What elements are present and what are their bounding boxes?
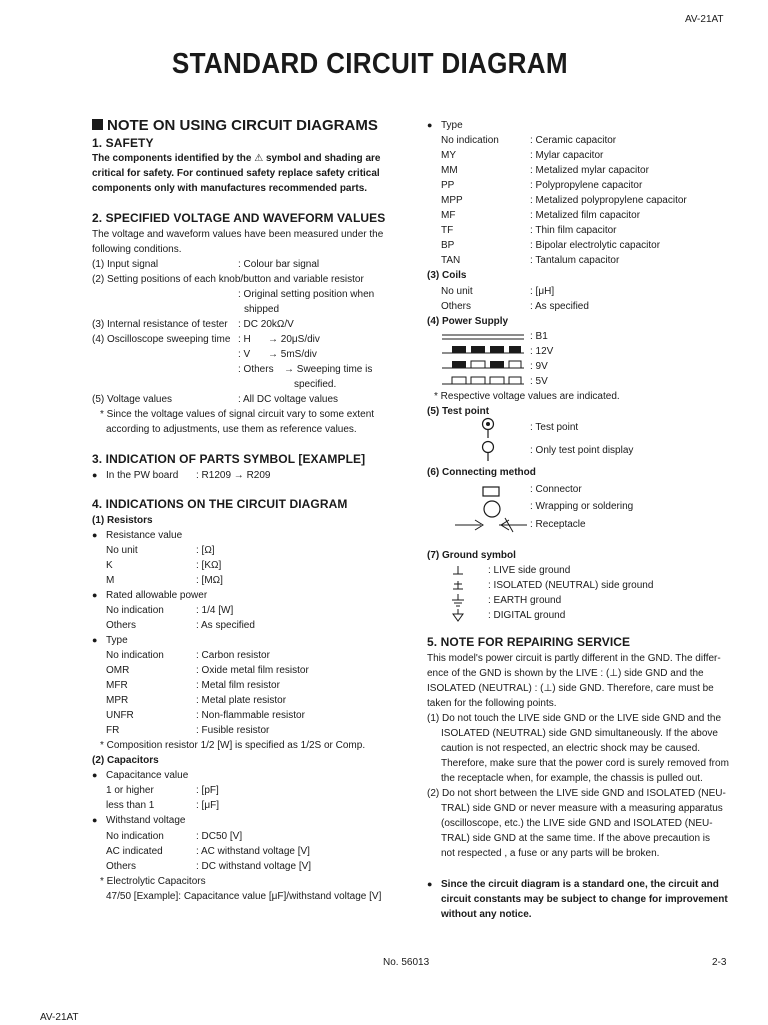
cap-type-value: : Mylar capacitor	[530, 150, 604, 161]
cap-type-key: BP	[441, 240, 455, 251]
coil-nounit-value: : [μH]	[530, 286, 555, 297]
c-lt: less than 1	[106, 800, 155, 811]
t-unfr-value: : Non-flammable resistor	[196, 710, 305, 721]
coils-heading: (3) Coils	[427, 270, 467, 281]
repair-1d: Therefore, make sure that the power cord is surely removed from	[441, 758, 729, 769]
w-others-value: : DC withstand voltage [V]	[196, 861, 312, 872]
condition-2: (2) Setting positions of each knob/button and variable resistor	[92, 274, 364, 285]
t-omr-value: : Oxide metal film resistor	[196, 665, 309, 676]
footer-model: AV-21AT	[40, 1012, 79, 1023]
repair-1e: the receptacle when, for example, the chassis is pulled out.	[441, 773, 703, 784]
final-note-1: ● Since the circuit diagram is a standard one, the circuit and	[441, 877, 719, 892]
square-bullet-icon	[92, 119, 103, 130]
rated-noind-value: : 1/4 [W]	[196, 605, 234, 616]
condition-5-value: : All DC voltage values	[238, 394, 339, 405]
receptacle-label: : Receptacle	[530, 519, 586, 530]
9v-line-icon	[442, 361, 524, 368]
cap-type-value: : Ceramic capacitor	[530, 135, 617, 146]
condition-4-others-value-2: specified.	[294, 379, 337, 390]
condition-4-v: : V	[238, 349, 251, 360]
cap-type-key: TF	[441, 225, 454, 236]
rated-noind: No indication	[106, 605, 164, 616]
cap-type-key: No indication	[441, 135, 499, 146]
c-lt-value: : [μF]	[196, 800, 219, 811]
t-noind-value: : Carbon resistor	[196, 650, 270, 661]
condition-2-value: : Original setting position when	[238, 289, 375, 300]
repair-intro-4: taken for the following points.	[427, 698, 557, 709]
rated-others: Others	[106, 620, 137, 631]
r-nounit-value: : [Ω]	[196, 545, 215, 556]
cap-type-key: TAN	[441, 255, 461, 266]
electrolytic-note: * Electrolytic Capacitors	[100, 876, 206, 887]
condition-4-h: : H	[238, 334, 251, 345]
test-point-icon	[480, 417, 496, 439]
connecting-heading: (6) Connecting method	[427, 467, 536, 478]
voltage-note-2: according to adjustments, use them as reference values.	[106, 424, 357, 435]
cap-type-key: MY	[441, 150, 456, 161]
repair-intro-3: ISOLATED (NEUTRAL) : (⊥) side GND. Therefore, care must be	[427, 683, 714, 694]
repair-2d: TRAL) side GND at the same time. If the above precaution is	[441, 833, 711, 844]
c-1-value: : [pF]	[196, 785, 219, 796]
condition-3-value: : DC 20kΩ/V	[238, 319, 294, 330]
voltage-intro-2: following conditions.	[92, 244, 182, 255]
t-mpr: MPR	[106, 695, 129, 706]
coil-others-value: : As specified	[530, 301, 589, 312]
condition-4-others: : Others	[238, 364, 274, 375]
parts-symbol-heading: 3. INDICATION OF PARTS SYMBOL [EXAMPLE]	[92, 452, 366, 466]
cap-type: ● Type	[441, 118, 463, 133]
cap-type-key: MPP	[441, 195, 463, 206]
safety-text-3: components only with manufactures recommended parts.	[92, 183, 368, 194]
coil-nounit: No unit	[441, 286, 473, 297]
test-point-display-label: : Only test point display	[530, 445, 634, 456]
t-omr: OMR	[106, 665, 130, 676]
safety-text-2: critical for safety. For continued safety replace safety critical	[92, 168, 380, 179]
capacitors-heading: (2) Capacitors	[92, 755, 159, 766]
electrolytic-example: 47/50 [Example]: Capacitance value [μF]/withstand voltage [V]	[106, 891, 382, 902]
r-m-value: : [MΩ]	[196, 575, 223, 586]
c-1: 1 or higher	[106, 785, 154, 796]
condition-2-value-2: shipped	[244, 304, 280, 315]
parts-symbol-value: : R1209 → R209	[196, 470, 271, 481]
cap-type-value: : Metalized film capacitor	[530, 210, 641, 221]
cap-type-value: : Bipolar electrolytic capacitor	[530, 240, 661, 251]
condition-4: (4) Oscilloscope sweeping time	[92, 334, 231, 345]
cap-type-key: MM	[441, 165, 458, 176]
repair-intro-2: ence of the GND is shown by the LIVE : (⊥) side GND and the	[427, 668, 704, 679]
r-m: M	[106, 575, 115, 586]
withstand-voltage: ● Withstand voltage	[106, 813, 186, 828]
receptacle-icon	[455, 517, 527, 533]
rated-power: ● Rated allowable power	[106, 588, 207, 603]
r-nounit: No unit	[106, 545, 138, 556]
12v-line-icon	[442, 346, 524, 353]
condition-1-value: : Colour bar signal	[238, 259, 320, 270]
cap-type-value: : Polypropylene capacitor	[530, 180, 643, 191]
rated-others-value: : As specified	[196, 620, 255, 631]
connector-icon	[482, 486, 500, 497]
live-ground-icon	[451, 565, 465, 577]
cap-type-value: : Tantalum capacitor	[530, 255, 620, 266]
warning-triangle-icon: ⚠	[254, 153, 264, 164]
composition-note: * Composition resistor 1/2 [W] is specified as 1/2S or Comp.	[100, 740, 366, 751]
voltage-intro-1: The voltage and waveform values have been measured under the	[92, 229, 384, 240]
test-point-display-icon	[480, 440, 496, 462]
cap-type-key: PP	[441, 180, 455, 191]
capacitance-value: ● Capacitance value	[106, 768, 188, 783]
repair-heading: 5. NOTE FOR REPAIRING SERVICE	[427, 635, 631, 649]
w-ac: AC indicated	[106, 846, 163, 857]
condition-1: (1) Input signal	[92, 259, 159, 270]
t-mfr: MFR	[106, 680, 128, 691]
repair-1a: (1) Do not touch the LIVE side GND or the LIVE side GND and the	[427, 713, 722, 724]
repair-1c: caution is not respected, an electric shock may be caused.	[441, 743, 701, 754]
parts-symbol-label: ● In the PW board	[106, 468, 178, 483]
condition-5: (5) Voltage values	[92, 394, 173, 405]
test-point-heading: (5) Test point	[427, 406, 490, 417]
w-ac-value: : AC withstand voltage [V]	[196, 846, 310, 857]
earth-ground-label: : EARTH ground	[488, 595, 562, 606]
coil-others: Others	[441, 301, 472, 312]
condition-4-others-value: → Sweeping time is	[284, 364, 373, 375]
cap-type-key: MF	[441, 210, 456, 221]
r-k: K	[106, 560, 113, 571]
t-fr-value: : Fusible resistor	[196, 725, 270, 736]
voltage-note-1: * Since the voltage values of signal circuit vary to some extent	[100, 409, 375, 420]
indications-heading: 4. INDICATIONS ON THE CIRCUIT DIAGRAM	[92, 497, 348, 511]
power-note: * Respective voltage values are indicated.	[434, 391, 620, 402]
5v-line-icon	[442, 377, 524, 384]
power-line-symbols	[440, 332, 526, 390]
final-note-3: without any notice.	[441, 909, 532, 920]
repair-2e: not respected , a fuse or any parts will be broken.	[441, 848, 660, 859]
t-mpr-value: : Metal plate resistor	[196, 695, 287, 706]
wrapping-label: : Wrapping or soldering	[530, 501, 634, 512]
header-model: AV-21AT	[685, 14, 724, 25]
cap-type-value: : Metalized mylar capacitor	[530, 165, 649, 176]
repair-2c: (oscilloscope, etc.) the LIVE side GND and ISOLATED (NEU-	[441, 818, 713, 829]
safety-text-1: The components identified by the ⚠ symbol and shading are	[92, 153, 381, 164]
digital-ground-icon	[451, 609, 465, 623]
live-ground-label: : LIVE side ground	[488, 565, 571, 576]
t-mfr-value: : Metal film resistor	[196, 680, 280, 691]
voltage-heading: 2. SPECIFIED VOLTAGE AND WAVEFORM VALUES	[92, 211, 386, 225]
power-5v: : 5V	[530, 376, 548, 387]
earth-ground-icon	[451, 594, 465, 608]
resistance-value: ● Resistance value	[106, 528, 182, 543]
wrapping-icon	[482, 499, 502, 519]
note-heading: NOTE ON USING CIRCUIT DIAGRAMS	[92, 117, 378, 134]
b1-line-icon	[442, 335, 524, 339]
resistors-heading: (1) Resistors	[92, 515, 153, 526]
power-b1: : B1	[530, 331, 548, 342]
w-noind: No indication	[106, 831, 164, 842]
t-fr: FR	[106, 725, 120, 736]
cap-type-value: : Metalized polypropylene capacitor	[530, 195, 687, 206]
power-9v: : 9V	[530, 361, 548, 372]
test-point-label: : Test point	[530, 422, 579, 433]
condition-4-h-value: → 20μS/div	[268, 334, 320, 345]
resistor-type: ● Type	[106, 633, 128, 648]
power-heading: (4) Power Supply	[427, 316, 509, 327]
t-unfr: UNFR	[106, 710, 134, 721]
isolated-ground-icon	[451, 580, 465, 592]
power-12v: : 12V	[530, 346, 554, 357]
t-noind: No indication	[106, 650, 164, 661]
r-k-value: : [KΩ]	[196, 560, 222, 571]
repair-2a: (2) Do not short between the LIVE side GND and ISOLATED (NEU-	[427, 788, 726, 799]
doc-number: No. 56013	[383, 957, 430, 968]
connector-label: : Connector	[530, 484, 582, 495]
page-number: 2-3	[712, 957, 727, 968]
safety-heading: 1. SAFETY	[92, 136, 154, 150]
digital-ground-label: : DIGITAL ground	[488, 610, 566, 621]
isolated-ground-label: : ISOLATED (NEUTRAL) side ground	[488, 580, 654, 591]
repair-intro-1: This model's power circuit is partly different in the GND. The differ-	[427, 653, 721, 664]
ground-heading: (7) Ground symbol	[427, 550, 516, 561]
condition-4-v-value: → 5mS/div	[268, 349, 317, 360]
cap-type-value: : Thin film capacitor	[530, 225, 617, 236]
w-noind-value: : DC50 [V]	[196, 831, 243, 842]
final-note-2: circuit constants may be subject to change for improvement	[441, 894, 728, 905]
w-others: Others	[106, 861, 137, 872]
repair-1b: ISOLATED (NEUTRAL) side GND simultaneously. If the above	[441, 728, 718, 739]
condition-3: (3) Internal resistance of tester	[92, 319, 228, 330]
page-title: STANDARD CIRCUIT DIAGRAM	[171, 48, 568, 80]
repair-2b: TRAL) side GND or never measure with a measuring apparatus	[441, 803, 723, 814]
